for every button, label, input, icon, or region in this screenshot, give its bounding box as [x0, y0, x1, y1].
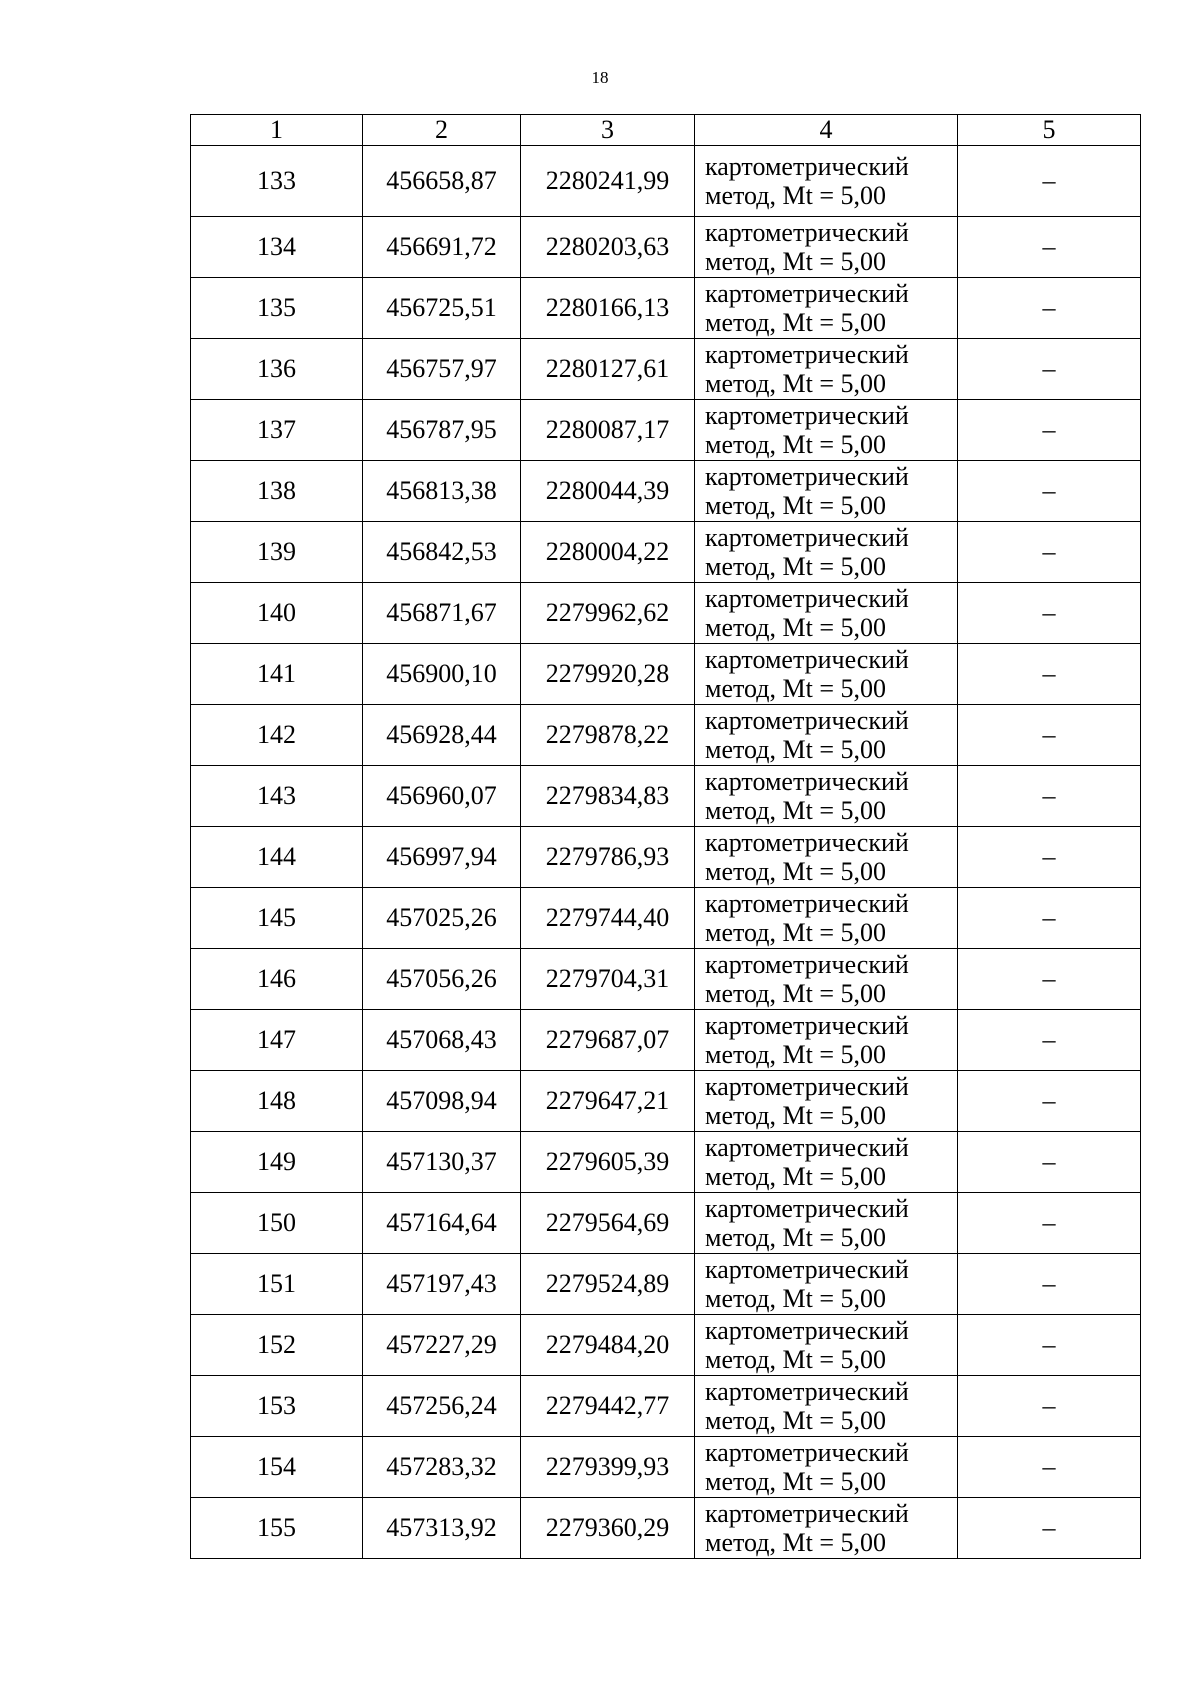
method-line-1: картометрический	[705, 401, 909, 430]
col5-cell: –	[958, 400, 1141, 461]
method-line-1: картометрический	[705, 279, 909, 308]
method-line-1: картометрический	[705, 1011, 909, 1040]
y-coordinate-cell: 2279605,39	[521, 1132, 695, 1193]
table-row	[191, 522, 1141, 583]
method-line-2: метод, Mt = 5,00	[705, 979, 886, 1008]
method-line-2: метод, Mt = 5,00	[705, 308, 886, 337]
method-cell	[695, 1376, 958, 1437]
x-coordinate-cell: 456928,44	[363, 705, 521, 766]
x-coordinate-cell: 456960,07	[363, 766, 521, 827]
method-line-2: метод, Mt = 5,00	[705, 674, 886, 703]
table-row	[191, 1315, 1141, 1376]
method-line-2: метод, Mt = 5,00	[705, 181, 886, 210]
method-line-1: картометрический	[705, 152, 909, 181]
method-line-2: метод, Mt = 5,00	[705, 613, 886, 642]
x-coordinate-cell: 456871,67	[363, 583, 521, 644]
point-number-cell: 141	[191, 644, 363, 705]
y-coordinate-cell: 2279834,83	[521, 766, 695, 827]
x-coordinate-cell: 457130,37	[363, 1132, 521, 1193]
x-coordinate-cell: 456900,10	[363, 644, 521, 705]
y-coordinate-cell: 2280044,39	[521, 461, 695, 522]
method-cell	[695, 1498, 958, 1559]
y-coordinate-cell: 2279704,31	[521, 949, 695, 1010]
y-coordinate-cell: 2280004,22	[521, 522, 695, 583]
col5-cell: –	[958, 888, 1141, 949]
method-line-1: картометрический	[705, 828, 909, 857]
y-coordinate-cell: 2279564,69	[521, 1193, 695, 1254]
col5-cell: –	[958, 461, 1141, 522]
method-cell	[695, 400, 958, 461]
x-coordinate-cell: 457164,64	[363, 1193, 521, 1254]
method-line-2: метод, Mt = 5,00	[705, 735, 886, 764]
x-coordinate-cell: 456842,53	[363, 522, 521, 583]
table-row	[191, 644, 1141, 705]
table-row	[191, 339, 1141, 400]
table-row	[191, 888, 1141, 949]
method-line-2: метод, Mt = 5,00	[705, 491, 886, 520]
point-number-cell: 153	[191, 1376, 363, 1437]
col5-cell: –	[958, 217, 1141, 278]
table-row	[191, 583, 1141, 644]
x-coordinate-cell: 457025,26	[363, 888, 521, 949]
method-line-1: картометрический	[705, 1072, 909, 1101]
method-cell	[695, 461, 958, 522]
header-col-3: 3	[521, 115, 695, 146]
header-col-1: 1	[191, 115, 363, 146]
method-line-1: картометрический	[705, 889, 909, 918]
col5-cell: –	[958, 949, 1141, 1010]
y-coordinate-cell: 2280241,99	[521, 146, 695, 217]
point-number-cell: 149	[191, 1132, 363, 1193]
method-line-2: метод, Mt = 5,00	[705, 1223, 886, 1252]
table-body	[191, 146, 1141, 1559]
y-coordinate-cell: 2279878,22	[521, 705, 695, 766]
method-line-2: метод, Mt = 5,00	[705, 1284, 886, 1313]
table-row	[191, 1193, 1141, 1254]
method-line-1: картометрический	[705, 706, 909, 735]
point-number-cell: 148	[191, 1071, 363, 1132]
method-cell	[695, 1193, 958, 1254]
method-cell	[695, 146, 958, 217]
point-number-cell: 140	[191, 583, 363, 644]
method-line-1: картометрический	[705, 1316, 909, 1345]
method-cell	[695, 949, 958, 1010]
point-number-cell: 152	[191, 1315, 363, 1376]
method-line-1: картометрический	[705, 218, 909, 247]
method-line-2: метод, Mt = 5,00	[705, 1345, 886, 1374]
col5-cell: –	[958, 583, 1141, 644]
table-row	[191, 461, 1141, 522]
table-row	[191, 1376, 1141, 1437]
point-number-cell: 150	[191, 1193, 363, 1254]
x-coordinate-cell: 456787,95	[363, 400, 521, 461]
point-number-cell: 155	[191, 1498, 363, 1559]
col5-cell: –	[958, 1132, 1141, 1193]
col5-cell: –	[958, 1071, 1141, 1132]
table-header-row	[191, 115, 1141, 146]
method-cell	[695, 217, 958, 278]
point-number-cell: 144	[191, 827, 363, 888]
col5-cell: –	[958, 278, 1141, 339]
method-line-1: картометрический	[705, 340, 909, 369]
method-line-2: метод, Mt = 5,00	[705, 247, 886, 276]
method-line-2: метод, Mt = 5,00	[705, 796, 886, 825]
table-row	[191, 217, 1141, 278]
point-number-cell: 154	[191, 1437, 363, 1498]
x-coordinate-cell: 457098,94	[363, 1071, 521, 1132]
x-coordinate-cell: 457283,32	[363, 1437, 521, 1498]
col5-cell: –	[958, 1315, 1141, 1376]
y-coordinate-cell: 2279442,77	[521, 1376, 695, 1437]
y-coordinate-cell: 2279647,21	[521, 1071, 695, 1132]
point-number-cell: 133	[191, 146, 363, 217]
method-line-2: метод, Mt = 5,00	[705, 1101, 886, 1130]
y-coordinate-cell: 2279962,62	[521, 583, 695, 644]
method-cell	[695, 766, 958, 827]
coordinates-table	[190, 114, 1141, 1559]
point-number-cell: 151	[191, 1254, 363, 1315]
table-row	[191, 766, 1141, 827]
method-line-1: картометрический	[705, 950, 909, 979]
col5-cell: –	[958, 705, 1141, 766]
col5-cell: –	[958, 1376, 1141, 1437]
method-cell	[695, 339, 958, 400]
table-row	[191, 1254, 1141, 1315]
table-row	[191, 949, 1141, 1010]
y-coordinate-cell: 2279744,40	[521, 888, 695, 949]
y-coordinate-cell: 2280087,17	[521, 400, 695, 461]
method-cell	[695, 1132, 958, 1193]
point-number-cell: 134	[191, 217, 363, 278]
method-line-2: метод, Mt = 5,00	[705, 1040, 886, 1069]
method-cell	[695, 705, 958, 766]
method-line-2: метод, Mt = 5,00	[705, 430, 886, 459]
x-coordinate-cell: 456757,97	[363, 339, 521, 400]
table-row	[191, 827, 1141, 888]
table-row	[191, 400, 1141, 461]
x-coordinate-cell: 456658,87	[363, 146, 521, 217]
table-row	[191, 705, 1141, 766]
point-number-cell: 136	[191, 339, 363, 400]
method-cell	[695, 644, 958, 705]
method-line-1: картометрический	[705, 462, 909, 491]
method-line-1: картометрический	[705, 645, 909, 674]
table-row	[191, 1132, 1141, 1193]
x-coordinate-cell: 456691,72	[363, 217, 521, 278]
y-coordinate-cell: 2280127,61	[521, 339, 695, 400]
table-row	[191, 1071, 1141, 1132]
point-number-cell: 139	[191, 522, 363, 583]
col5-cell: –	[958, 766, 1141, 827]
table-row	[191, 1437, 1141, 1498]
point-number-cell: 138	[191, 461, 363, 522]
col5-cell: –	[958, 1193, 1141, 1254]
method-line-2: метод, Mt = 5,00	[705, 369, 886, 398]
point-number-cell: 135	[191, 278, 363, 339]
y-coordinate-cell: 2279786,93	[521, 827, 695, 888]
col5-cell: –	[958, 827, 1141, 888]
method-cell	[695, 1437, 958, 1498]
method-line-1: картометрический	[705, 1438, 909, 1467]
table-row	[191, 1010, 1141, 1071]
method-line-2: метод, Mt = 5,00	[705, 1528, 886, 1557]
header-col-4: 4	[695, 115, 958, 146]
col5-cell: –	[958, 644, 1141, 705]
header-col-2: 2	[363, 115, 521, 146]
point-number-cell: 143	[191, 766, 363, 827]
x-coordinate-cell: 457056,26	[363, 949, 521, 1010]
method-cell	[695, 278, 958, 339]
y-coordinate-cell: 2279399,93	[521, 1437, 695, 1498]
col5-cell: –	[958, 339, 1141, 400]
point-number-cell: 145	[191, 888, 363, 949]
y-coordinate-cell: 2279687,07	[521, 1010, 695, 1071]
method-line-1: картометрический	[705, 1133, 909, 1162]
method-cell	[695, 1315, 958, 1376]
y-coordinate-cell: 2280203,63	[521, 217, 695, 278]
point-number-cell: 146	[191, 949, 363, 1010]
y-coordinate-cell: 2280166,13	[521, 278, 695, 339]
y-coordinate-cell: 2279920,28	[521, 644, 695, 705]
x-coordinate-cell: 456997,94	[363, 827, 521, 888]
method-cell	[695, 583, 958, 644]
table-row	[191, 146, 1141, 217]
col5-cell: –	[958, 1254, 1141, 1315]
point-number-cell: 142	[191, 705, 363, 766]
x-coordinate-cell: 457313,92	[363, 1498, 521, 1559]
x-coordinate-cell: 457256,24	[363, 1376, 521, 1437]
method-line-1: картометрический	[705, 1499, 909, 1528]
method-line-2: метод, Mt = 5,00	[705, 918, 886, 947]
col5-cell: –	[958, 1010, 1141, 1071]
method-line-2: метод, Mt = 5,00	[705, 552, 886, 581]
y-coordinate-cell: 2279360,29	[521, 1498, 695, 1559]
x-coordinate-cell: 457227,29	[363, 1315, 521, 1376]
method-line-1: картометрический	[705, 584, 909, 613]
x-coordinate-cell: 456813,38	[363, 461, 521, 522]
method-line-2: метод, Mt = 5,00	[705, 1406, 886, 1435]
method-cell	[695, 1071, 958, 1132]
table-row	[191, 278, 1141, 339]
method-cell	[695, 888, 958, 949]
method-line-2: метод, Mt = 5,00	[705, 1162, 886, 1191]
method-line-1: картометрический	[705, 1255, 909, 1284]
y-coordinate-cell: 2279524,89	[521, 1254, 695, 1315]
method-line-1: картометрический	[705, 1377, 909, 1406]
point-number-cell: 137	[191, 400, 363, 461]
method-cell	[695, 522, 958, 583]
method-cell	[695, 1254, 958, 1315]
col5-cell: –	[958, 1437, 1141, 1498]
x-coordinate-cell: 457068,43	[363, 1010, 521, 1071]
method-cell	[695, 827, 958, 888]
col5-cell: –	[958, 146, 1141, 217]
x-coordinate-cell: 457197,43	[363, 1254, 521, 1315]
col5-cell: –	[958, 1498, 1141, 1559]
col5-cell: –	[958, 522, 1141, 583]
method-line-1: картометрический	[705, 523, 909, 552]
method-line-2: метод, Mt = 5,00	[705, 857, 886, 886]
method-line-1: картометрический	[705, 767, 909, 796]
table-row	[191, 1498, 1141, 1559]
method-line-1: картометрический	[705, 1194, 909, 1223]
page-number: 18	[591, 68, 609, 87]
y-coordinate-cell: 2279484,20	[521, 1315, 695, 1376]
x-coordinate-cell: 456725,51	[363, 278, 521, 339]
method-line-2: метод, Mt = 5,00	[705, 1467, 886, 1496]
method-cell	[695, 1010, 958, 1071]
header-col-5: 5	[958, 115, 1141, 146]
point-number-cell: 147	[191, 1010, 363, 1071]
